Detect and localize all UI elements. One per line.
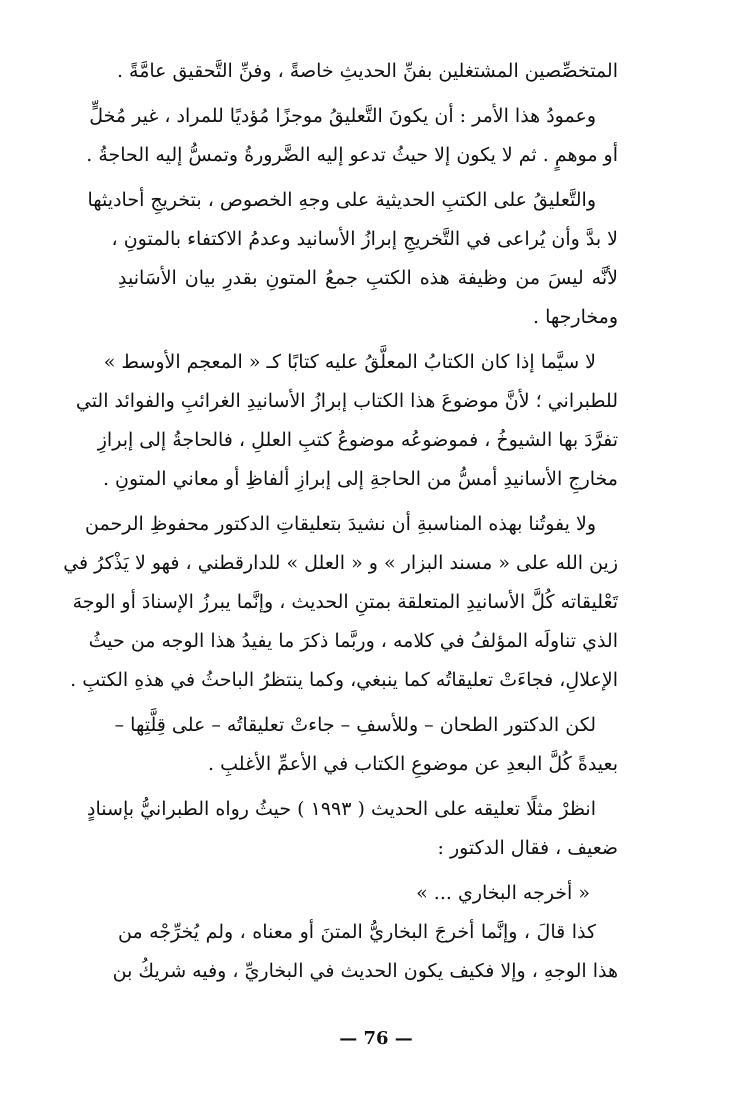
text-line: والتَّعليقُ على الكتبِ الحديثية على وجهِ الخصوص ، بتخريجِ أحاديثها: [87, 189, 596, 211]
text-line: تفرَّدَ بها الشيوخُ ، فموضوعُه موضوعُ كتبِ العللِ ، فالحاجةُ إلى إبرازِ: [97, 429, 618, 451]
text-line: انظرْ مثلًا تعليقه على الحديث ( ١٩٩٣ ) حيثُ رواه الطبرانيُّ بإسنادٍ: [87, 798, 596, 820]
text-line: « أخرجه البخاري ... »: [416, 882, 590, 904]
paragraph: [118, 52, 618, 91]
paragraph: [112, 913, 618, 991]
quotation: [118, 874, 618, 913]
text-line: زين الله على « مسند البزار » و « العلل » للدارقطني ، فهو لا يَذْكرُ في: [63, 552, 618, 574]
paragraph: [75, 343, 618, 499]
text-line: لكن الدكتور الطحان – وللأسفِ – جاءتْ تعليقاتُه – على قِلَّتِها –: [114, 714, 596, 736]
page-number: — 76 —: [339, 1028, 413, 1049]
text-line: بعيدةً كُلَّ البعدِ عن موضوعِ الكتاب في الأعمِّ الأغلبِ .: [208, 753, 618, 775]
text-line: تَعْليقاته كُلَّ الأسانيدِ المتعلقة بمتنِ الحديث ، وإنَّما يبرزُ الإسنادَ أو الوجهَ: [72, 591, 618, 613]
text-line: الذي تناولَه المؤلفُ في كلامه ، وربَّما ذكرَ ما يفيدُ هذا الوجه من حيثُ: [88, 630, 618, 652]
text-line: لا سيَّما إذا كان الكتابُ المعلَّقُ عليه كتابًا كـ « المعجم الأوسط »: [103, 351, 596, 373]
text-line: هذا الوجهِ ، وإلا فكيف يكون الحديث في البخاريِّ ، وفيه شريكُ بن: [112, 960, 618, 982]
text-line: مخارجِ الأسانيدِ أمسُّ من الحاجةِ إلى إبرازِ ألفاظِ أو معاني المتونِ .: [102, 468, 618, 490]
text-line: الإعلالِ، فجاءَتْ تعليقاتُه كما ينبغي، وكما ينتظرُ الباحثُ في هذهِ الكتبِ .: [70, 669, 618, 691]
paragraph: [114, 706, 618, 784]
text-line: لا بدَّ وأن يُراعى في التَّخريجِ إبرازُ الأسانيد وعدمُ الاكتفاء بالمتونِ ،: [111, 228, 618, 250]
text-line: لأنَّه ليسَ من وظيفة هذه الكتبِ جمعُ المتونِ بقدرِ بيان الأسَانيدِ: [118, 267, 618, 289]
text-line: وعمودُ هذا الأمر : أن يكونَ التَّعليقُ موجزًا مُؤديًا للمراد ، غير مُخلٍّ: [89, 105, 596, 127]
text-line: للطبراني ؛ لأنَّ موضوعَ هذا الكتاب إبرازُ الأسانيدِ الغرائبِ والفوائد التي: [75, 390, 618, 412]
paragraph: [87, 790, 618, 868]
text-line: ومخارجها .: [533, 306, 618, 328]
text-line: المتخصِّصين المشتغلين بفنِّ الحديثِ خاصةً ، وفنِّ التَّحقيق عامَّةً .: [116, 60, 618, 82]
paragraph: [63, 505, 618, 700]
text-line: ولا يفوتُنا بهذه المناسبةِ أن نشيدَ بتعليقاتِ الدكتور محفوظِ الرحمن: [85, 513, 596, 535]
page-body: [63, 52, 618, 991]
paragraph: [86, 97, 618, 175]
text-line: أو موهمٍ . ثم لا يكون إلا حيثُ تدعو إليه الضَّرورةُ وتمسُّ إليه الحاجةُ .: [86, 144, 618, 166]
paragraph: [87, 181, 618, 337]
text-line: ضعيف ، فقال الدكتور :: [437, 837, 618, 859]
text-line: كذا قالَ ، وإنَّما أخرجَ البخاريُّ المتنَ أو معناه ، ولم يُخرِّجْه من: [118, 921, 596, 943]
